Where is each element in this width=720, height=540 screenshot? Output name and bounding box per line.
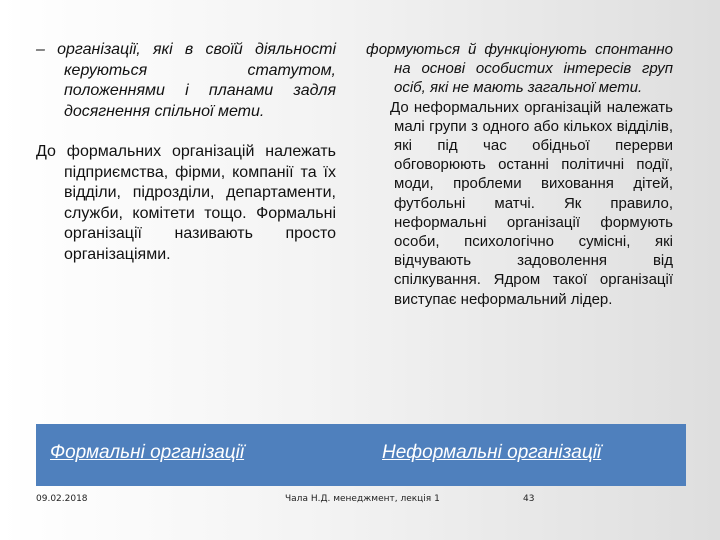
- informal-organizations-title: Неформальні організації: [382, 442, 602, 463]
- footer-date: 09.02.2018: [36, 494, 88, 504]
- informal-examples: До неформальних організацій належать малі групи з одного або кількох відділів, які під час обідньої перерви обговорюють останні політичні події, моди, проблеми виховання дітей, футбольні матчі. Як правило, неформальні організації формують особи, психологічно сумісні, які відчувають задоволення від спілкування. Ядром такої організації виступає неформальний лідер.: [390, 98, 673, 308]
- page-number: 43: [523, 494, 535, 504]
- formal-examples: До формальних організацій належать підприємства, фірми, компанії та їх відділи, підрозділи, департаменти, служби, комітети тощо. Формальні організації називають просто організаціями.: [36, 143, 336, 263]
- formal-definition: – організації, які в своїй діяльності керуються статутом, положеннями і планами задля досягнення спільної мети.: [36, 41, 336, 120]
- informal-definition: формуються й функціонують спонтанно на основі особистих інтересів груп осіб, які не мають загальної мети.: [366, 41, 673, 97]
- formal-organizations-title: Формальні організації: [50, 442, 245, 463]
- right-text-column: [366, 40, 673, 309]
- left-text-column: [36, 40, 336, 265]
- footer-author: Чала Н.Д. менеджмент, лекція 1: [285, 494, 440, 504]
